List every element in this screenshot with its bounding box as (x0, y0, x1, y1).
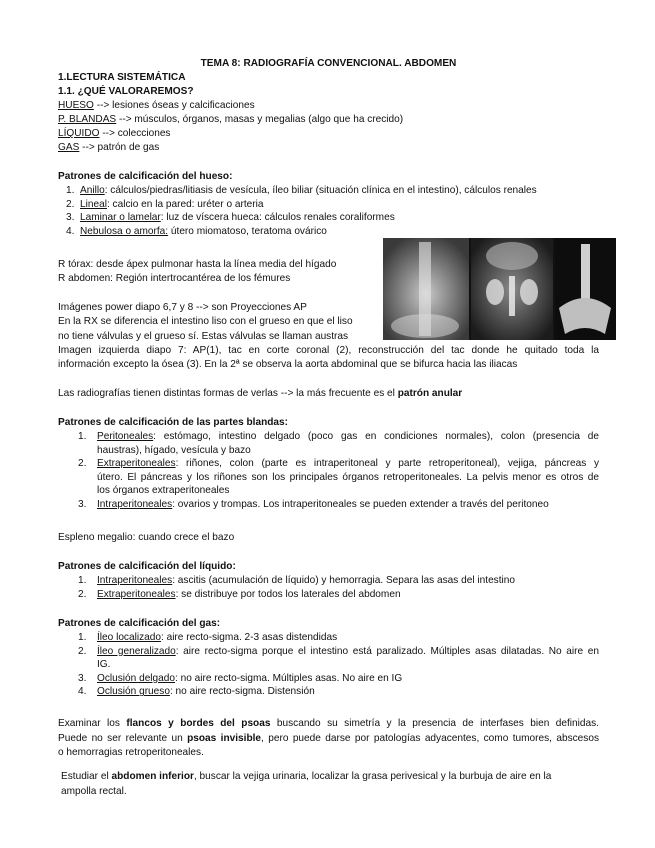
gas-list (78, 631, 599, 699)
description: --> colecciones (99, 128, 171, 139)
term: HUESO (58, 100, 94, 111)
description: : ascitis (acumulación de líquido) y hemorragia. Separa las asas del intestino (172, 575, 516, 586)
list-number: 1. (78, 575, 87, 586)
text: Examinar los (58, 718, 127, 729)
list-item (78, 457, 599, 498)
pelvis-shape (391, 314, 459, 338)
text: Puede no ser relevante un (58, 733, 188, 744)
list-number: 1. (66, 185, 75, 196)
paragraph-line: R abdomen: Región intertrocantérea de los fémures (58, 273, 291, 284)
valoraremos-line (58, 99, 255, 112)
list-item (66, 198, 606, 212)
paragraph-line (58, 387, 462, 400)
paragraph-line: Imágenes power diapo 6,7 y 8 --> son Proyecciones AP (58, 302, 307, 313)
bold-text: patrón anular (397, 388, 463, 399)
valoraremos-line (58, 127, 170, 140)
list-number: 2. (66, 198, 75, 210)
section-heading-1-1: 1.1. ¿QUÉ VALORAREMOS? (58, 86, 194, 97)
text: , pero puede darse por patologías adyacentes, como tumores, abscesos (261, 733, 599, 744)
list-item (66, 211, 606, 225)
description: : calcio en la pared: uréter o arteria (106, 198, 264, 210)
term: Intraperitoneales (97, 575, 173, 586)
term: Oclusión grueso (97, 686, 170, 698)
list-item (78, 574, 599, 588)
description: : riñones, colon (parte es intraperitoneal y parte retroperitoneal), vejiga, páncreas y (175, 458, 599, 470)
term: Extraperitoneales (97, 458, 176, 470)
kidney-left-shape (486, 279, 504, 305)
description: : luz de víscera hueca: cálculos renales coraliformes (160, 212, 395, 224)
paragraph-line: no tiene válvulas y el grueso sí. Estas válvulas se llaman austras (58, 331, 349, 342)
description: IG. (97, 659, 111, 671)
description: : aire recto-sigma porque el intestino está paralizado. Múltiples asas dilatadas. No aire en (175, 645, 599, 657)
paragraph-line: Imagen izquierda diapo 7: AP(1), tac en corte coronal (2), reconstrucción del tac donde he quitado toda la (58, 345, 599, 356)
term: Oclusión delgado (97, 672, 175, 684)
bold-text: abdomen inferior (111, 771, 194, 782)
paragraph-line: ampolla rectal. (61, 786, 127, 797)
description: : aire recto-sigma. 2-3 asas distendidas (160, 632, 338, 643)
term: Intraperitoneales (97, 498, 173, 510)
list-number: 2. (78, 458, 87, 470)
gas-heading: Patrones de calcificación del gas: (58, 618, 221, 629)
valoraremos-line (58, 113, 403, 126)
description: : no aire recto-sigma. Múltiples asas. No aire en IG (175, 672, 403, 684)
description: : estómago, intestino delgado (poco gas en condiciones normales), colon (presencia de (153, 431, 599, 442)
term: GAS (58, 142, 80, 153)
list-item (78, 631, 599, 645)
aorta-shape (509, 276, 515, 316)
description: los órganos extraperitoneales (97, 485, 230, 497)
list-item (78, 672, 599, 686)
list-number: 4. (78, 686, 87, 698)
list-item (66, 184, 606, 198)
vertebrae-shape (581, 244, 590, 304)
paragraph-line: En la RX se diferencia el intestino liso con el grueso en que el liso (58, 316, 353, 327)
term: Íleo localizado (97, 632, 161, 643)
list-number: 3. (66, 212, 75, 224)
term: Íleo generalizado (97, 645, 176, 657)
radiograph-figure (383, 238, 616, 340)
section-heading-1: 1.LECTURA SISTEMÁTICA (58, 72, 186, 83)
liquido-heading: Patrones de calcificación del líquido: (58, 561, 236, 572)
term: Laminar o lamelar (80, 212, 161, 224)
text: , buscar la vejiga urinaria, localizar la grasa perivesical y la burbuja de aire en la (193, 771, 552, 782)
liquido-list (78, 574, 599, 601)
description: haustras), hígado, vesícula y bazo (97, 444, 251, 456)
description: : se distribuye por todos los laterales del abdomen (175, 588, 401, 600)
paragraph-line (61, 770, 551, 783)
list-item (78, 588, 599, 602)
hueso-list (66, 184, 606, 238)
description: --> lesiones óseas y calcificaciones (93, 100, 255, 111)
list-number: 3. (78, 498, 87, 510)
description: --> músculos, órganos, masas y megalias (algo que ha crecido) (116, 114, 404, 125)
paragraph-line: Espleno megalio: cuando crece el bazo (58, 532, 235, 543)
kidney-right-shape (520, 279, 538, 305)
list-number: 3. (78, 672, 87, 684)
text: Las radiografías tienen distintas formas de verlas --> la más frecuente es el (58, 388, 398, 399)
term: Nebulosa o amorfa: (80, 225, 169, 237)
list-number: 4. (66, 225, 75, 237)
term: Lineal (80, 198, 107, 210)
term: Anillo (80, 185, 105, 196)
paragraph-line: información excepto la ósea (3). En la 2ª se observa la aorta abdominal que se bifurca hacia las iliacas (58, 359, 518, 370)
term: Peritoneales (97, 431, 154, 442)
blandas-heading: Patrones de calcificación de las partes blandas: (58, 417, 289, 428)
valoraremos-line (58, 141, 159, 154)
text: Estudiar el (61, 771, 112, 782)
term: Extraperitoneales (97, 588, 176, 600)
bold-text: flancos y bordes del psoas (126, 718, 271, 729)
document-title: TEMA 8: RADIOGRAFÍA CONVENCIONAL. ABDOMEN (200, 58, 457, 69)
term: LÍQUIDO (58, 128, 100, 139)
list-item (66, 225, 606, 239)
term: P. BLANDAS (58, 114, 117, 125)
list-number: 2. (78, 588, 87, 600)
liver-shape (486, 242, 538, 270)
list-item (78, 430, 599, 457)
list-item (78, 685, 599, 699)
list-item (78, 645, 599, 672)
description: útero. El páncreas y los riñones son los principales órganos retroperitoneales. La pelvis menor es otros de (97, 471, 599, 483)
list-number: 1. (78, 431, 87, 442)
hueso-heading: Patrones de calcificación del hueso: (58, 171, 233, 182)
description: útero miomatoso, teratoma ovárico (168, 225, 327, 237)
paragraph-line (58, 717, 599, 730)
paragraph-line: o hemorragias retroperitoneales. (58, 747, 204, 758)
description: --> patrón de gas (79, 142, 160, 153)
paragraph-line (58, 732, 599, 745)
bold-text: psoas invisible (187, 733, 262, 744)
blandas-list (78, 430, 599, 512)
paragraph-line: R tórax: desde ápex pulmonar hasta la línea media del hígado (58, 259, 337, 270)
list-item (78, 498, 599, 512)
description: : cálculos/piedras/litiasis de vesícula, íleo biliar (situación clínica en el intestino), cálculos renales (104, 185, 537, 196)
description: : no aire recto-sigma. Distensión (169, 686, 315, 698)
list-number: 2. (78, 645, 87, 657)
description: : ovarios y trompas. Los intraperitoneales se pueden extender a través del peritoneo (172, 498, 549, 510)
list-number: 1. (78, 632, 87, 643)
radiograph-images (383, 238, 616, 340)
text: buscando su simetría y la presencia de interfases bien definidas. (270, 718, 599, 729)
